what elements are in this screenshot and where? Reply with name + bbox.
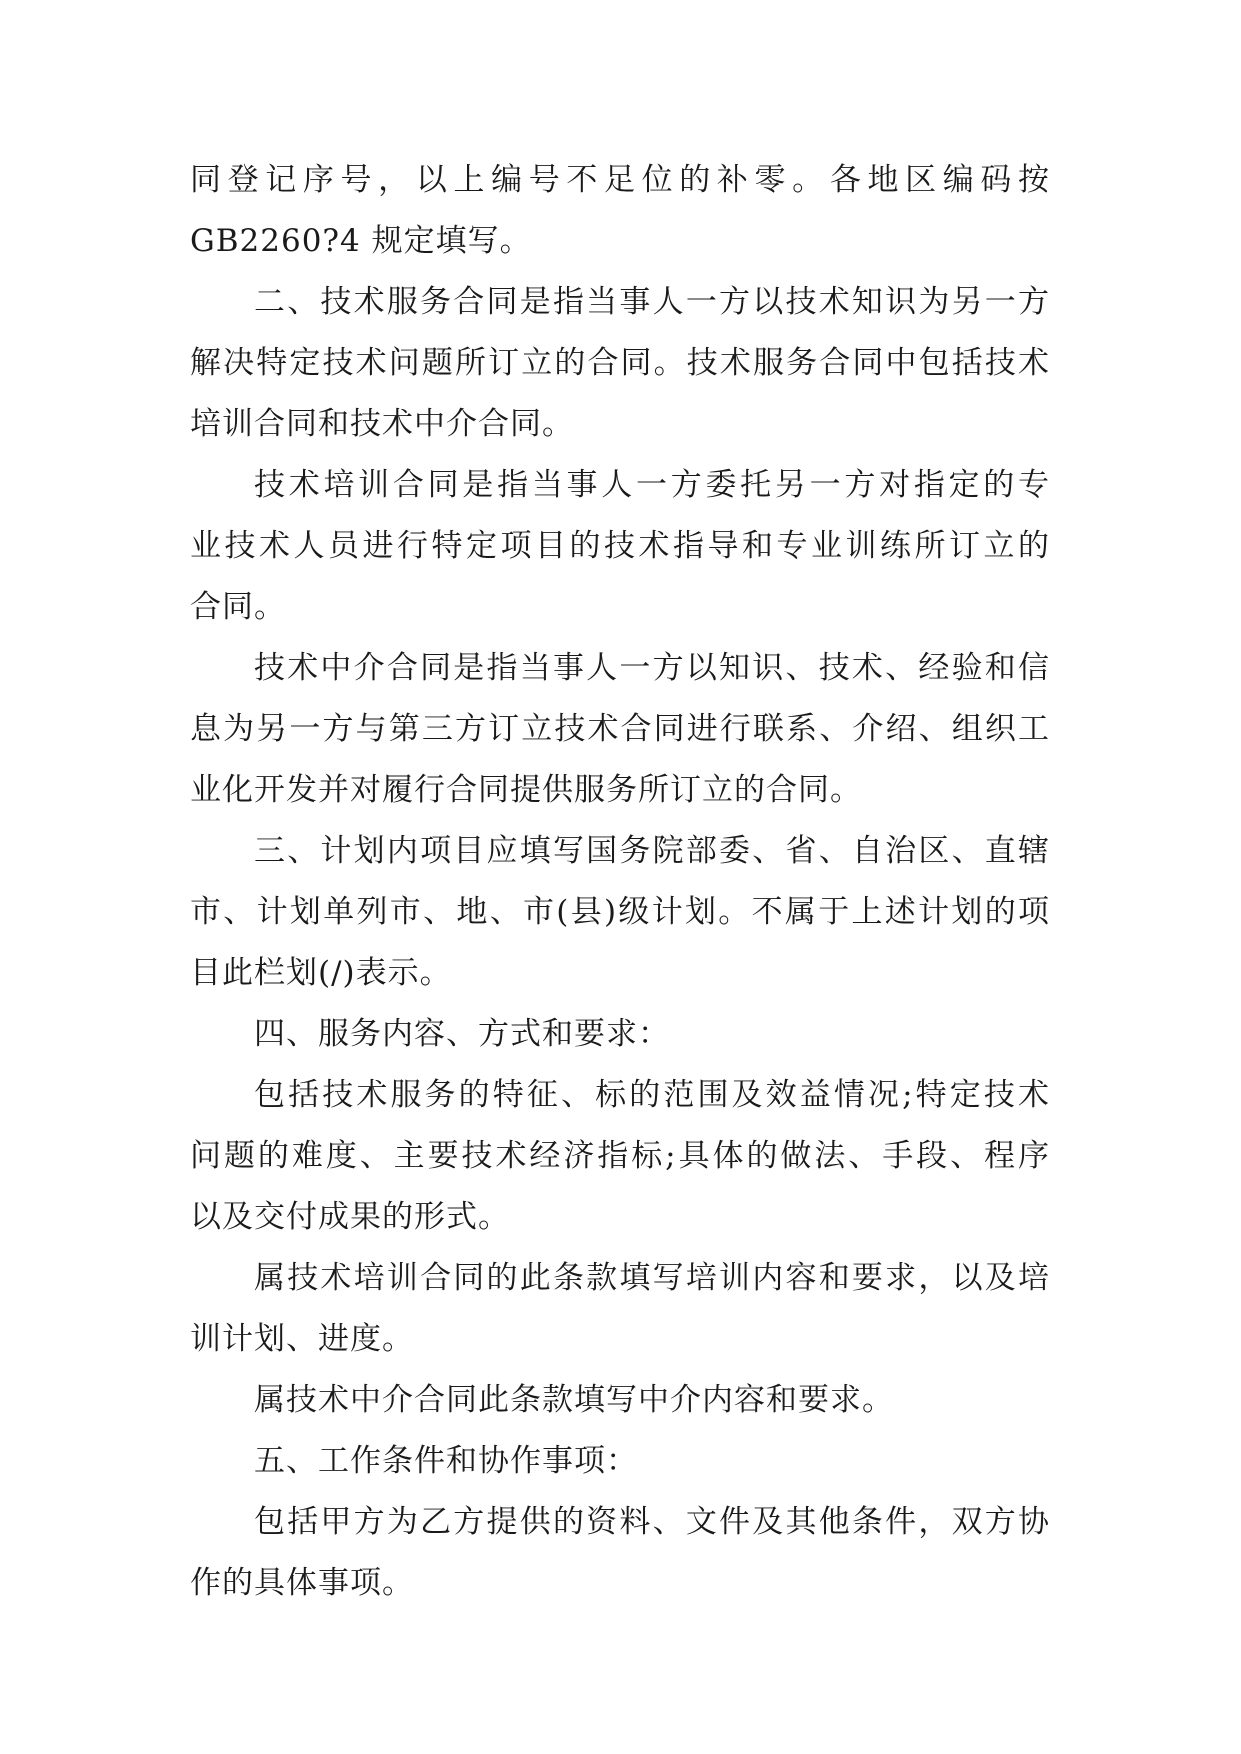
text-line: 以及交付成果的形式。	[190, 1199, 510, 1235]
document-body	[190, 150, 1050, 1614]
text-line: 包括技术服务的特征、标的范围及效益情况;特定技术	[254, 1077, 1050, 1113]
text-line: 三、计划内项目应填写国务院部委、省、自治区、直辖	[254, 833, 1050, 869]
text-line: 包括甲方为乙方提供的资料、文件及其他条件，双方协	[254, 1504, 1050, 1540]
text-line: 问题的难度、主要技术经济指标;具体的做法、手段、程序	[190, 1138, 1050, 1174]
text-line: 属技术培训合同的此条款填写培训内容和要求，以及培	[254, 1260, 1050, 1296]
text-line: 五、工作条件和协作事项：	[254, 1443, 638, 1479]
text-line: GB2260?4 规定填写。	[190, 223, 532, 259]
text-line: 解决特定技术问题所订立的合同。技术服务合同中包括技术	[190, 345, 1050, 381]
text-line: 技术中介合同是指当事人一方以知识、技术、经验和信	[254, 650, 1050, 686]
text-line: 业化开发并对履行合同提供服务所订立的合同。	[190, 772, 862, 808]
text-line: 作的具体事项。	[190, 1565, 414, 1601]
text-line: 培训合同和技术中介合同。	[190, 406, 574, 442]
text-line: 市、计划单列市、地、市(县)级计划。不属于上述计划的项	[190, 894, 1050, 930]
text-line: 目此栏划(/)表示。	[190, 955, 452, 991]
text-line: 四、服务内容、方式和要求：	[254, 1016, 670, 1052]
text-line: 训计划、进度。	[190, 1321, 414, 1357]
text-line: 合同。	[190, 589, 286, 625]
text-line: 属技术中介合同此条款填写中介内容和要求。	[254, 1382, 894, 1418]
text-line: 二、技术服务合同是指当事人一方以技术知识为另一方	[254, 284, 1050, 320]
text-line: 技术培训合同是指当事人一方委托另一方对指定的专	[254, 467, 1050, 503]
text-line: 业技术人员进行特定项目的技术指导和专业训练所订立的	[190, 528, 1050, 564]
text-line: 息为另一方与第三方订立技术合同进行联系、介绍、组织工	[190, 711, 1050, 747]
text-line: 同登记序号，以上编号不足位的补零。各地区编码按	[190, 162, 1050, 198]
